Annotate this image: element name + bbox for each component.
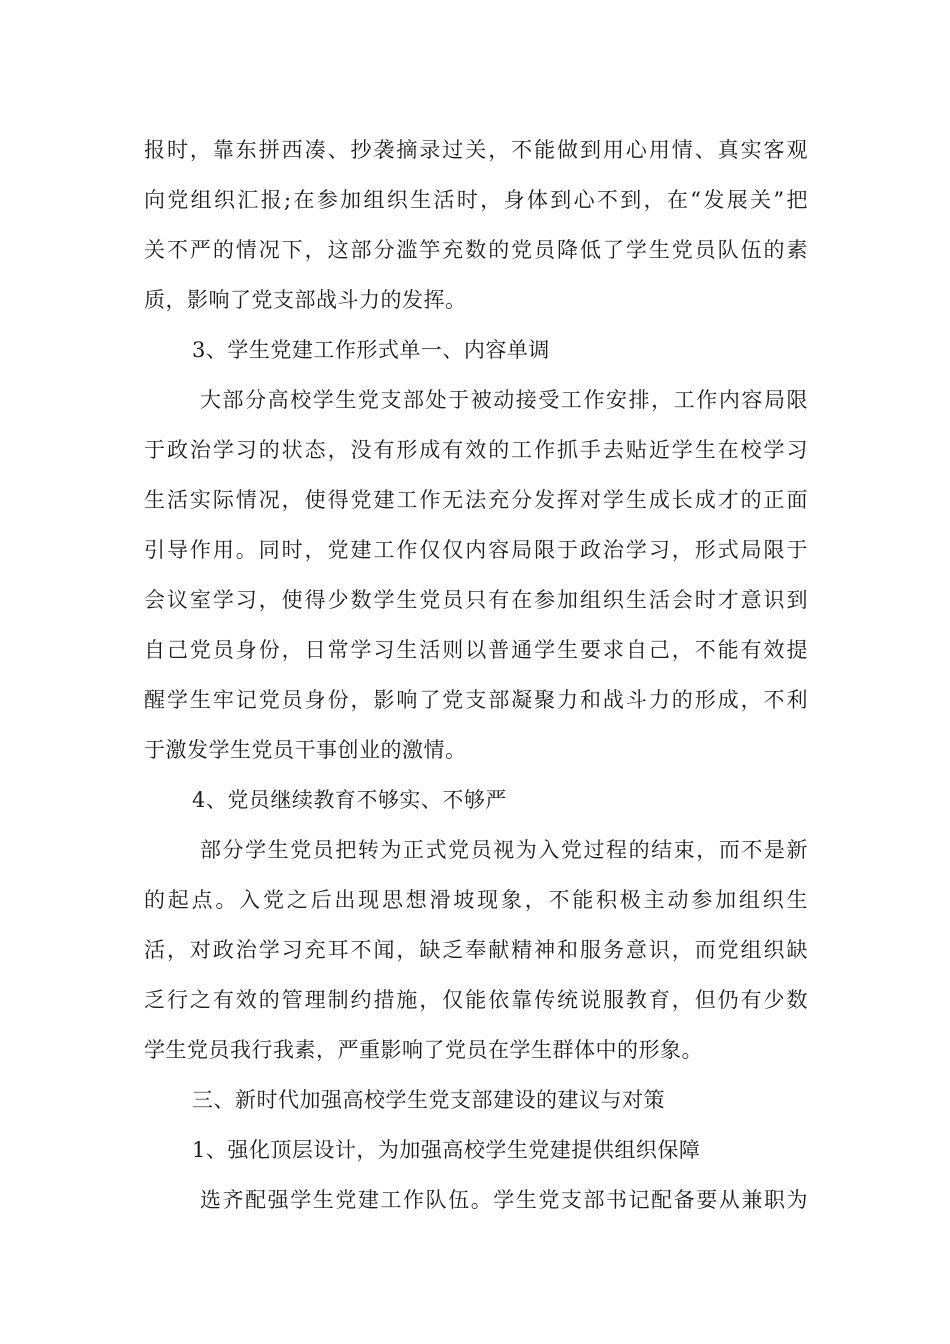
text-line: 会议室学习，使得少数学生党员只有在参加组织生活会时才意识到 [144,588,808,612]
text-line: 乏行之有效的管理制约措施，仅能依靠传统说服教育，但仍有少数 [144,988,808,1012]
text-line: 选齐配强学生党建工作队伍。学生党支部书记配备要从兼职为 [200,1188,808,1212]
text-line: 关不严的情况下，这部分滥竽充数的党员降低了学生党员队伍的素 [144,238,808,262]
text-line: 报时，靠东拼西凑、抄袭摘录过关，不能做到用心用情、真实客观 [144,138,808,162]
text-line: 的起点。入党之后出现思想滑坡现象，不能积极主动参加组织生 [144,888,808,912]
text-line: 引导作用。同时，党建工作仅仅内容局限于政治学习，形式局限于 [144,538,808,562]
section-heading: 3、学生党建工作形式单一、内容单调 [192,338,550,362]
text-line: 向党组织汇报;在参加组织生活时，身体到心不到，在“发展关”把 [144,188,808,212]
section-heading: 4、党员继续教育不够实、不够严 [192,788,507,812]
section-heading: 1、强化顶层设计，为加强高校学生党建提供组织保障 [192,1138,701,1162]
text-line: 部分学生党员把转为正式党员视为入党过程的结束，而不是新 [200,838,808,862]
text-line: 大部分高校学生党支部处于被动接受工作安排，工作内容局限 [200,388,808,412]
text-line: 学生党员我行我素，严重影响了党员在学生群体中的形象。 [144,1038,703,1062]
text-line: 生活实际情况，使得党建工作无法充分发挥对学生成长成才的正面 [144,488,808,512]
text-line: 活，对政治学习充耳不闻，缺乏奉献精神和服务意识，而党组织缺 [144,938,808,962]
text-line: 于激发学生党员干事创业的激情。 [144,738,467,762]
text-line: 醒学生牢记党员身份，影响了党支部凝聚力和战斗力的形成，不利 [144,688,808,712]
chapter-heading: 三、新时代加强高校学生党支部建设的建议与对策 [192,1088,665,1112]
text-line: 质，影响了党支部战斗力的发挥。 [144,288,467,312]
text-line: 于政治学习的状态，没有形成有效的工作抓手去贴近学生在校学习 [144,438,808,462]
text-line: 自己党员身份，日常学习生活则以普通学生要求自己，不能有效提 [144,638,808,662]
